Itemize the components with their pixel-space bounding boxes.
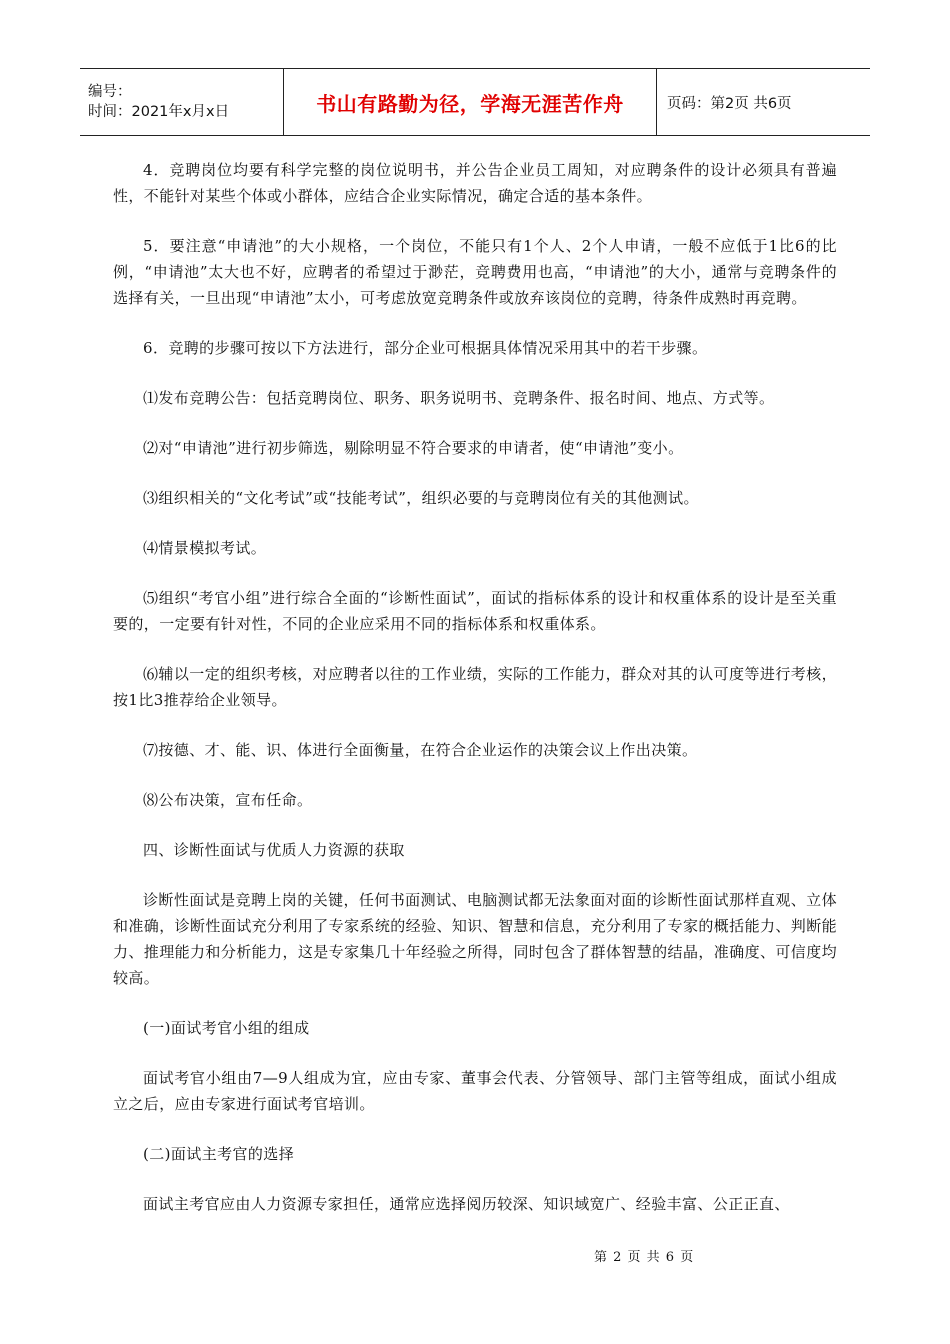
list-item: ⑹辅以一定的组织考核，对应聘者以往的工作业绩，实际的工作能力，群众对其的认可度等进行考核，按1比3推荐给企业领导。 [113, 665, 837, 709]
paragraph: 诊断性面试是竞聘上岗的关键，任何书面测试、电脑测试都无法象面对面的诊断性面试那样直观、立体和准确，诊断性面试充分利用了专家系统的经验、知识、智慧和信息，充分利用了专家的概括能力、判断能力、推理能力和分析能力，这是专家集几十年经验之所得，同时包含了群体智慧的结晶，准确度、可信度均较高。 [113, 891, 837, 987]
header-meta [80, 69, 283, 135]
list-item: ⑸组织“考官小组”进行综合全面的“诊断性面试”，面试的指标体系的设计和权重体系的设计是至关重要的，一定要有针对性，不同的企业应采用不同的指标体系和权重体系。 [113, 589, 837, 633]
document-body [113, 157, 837, 1241]
list-item: ⑶组织相关的“文化考试”或“技能考试”，组织必要的与竞聘岗位有关的其他测试。 [143, 489, 699, 507]
page-header [80, 68, 870, 136]
subsection-heading: (一)面试考官小组的组成 [143, 1019, 310, 1037]
document-date-label: 时间：2021年x月x日 [88, 104, 230, 120]
paragraph: 6．竞聘的步骤可按以下方法进行，部分企业可根据具体情况采用其中的若干步骤。 [143, 339, 708, 357]
list-item: ⑻公布决策，宣布任命。 [143, 791, 313, 809]
document-number-label: 编号： [88, 84, 132, 100]
header-page-info: 页码：第2页 共6页 [667, 95, 792, 112]
list-item: ⑴发布竞聘公告：包括竞聘岗位、职务、职务说明书、竞聘条件、报名时间、地点、方式等。 [143, 389, 775, 407]
header-motto: 书山有路勤为径，学海无涯苦作舟 [283, 69, 657, 135]
paragraph: 面试考官小组由7—9人组成为宜，应由专家、董事会代表、分管领导、部门主管等组成，面试小组成立之后，应由专家进行面试考官培训。 [113, 1069, 837, 1113]
section-heading: 四、诊断性面试与优质人力资源的获取 [143, 841, 405, 859]
list-item: ⑷情景模拟考试。 [143, 539, 267, 557]
page-footer: 第 2 页 共 6 页 [594, 1250, 695, 1265]
list-item: ⑺按德、才、能、识、体进行全面衡量，在符合企业运作的决策会议上作出决策。 [143, 741, 698, 759]
paragraph: 5．要注意“申请池”的大小规格，一个岗位，不能只有1个人、2个人申请，一般不应低于1比6的比例，“申请池”太大也不好，应聘者的希望过于渺茫，竞聘费用也高，“申请池”的大小，通常与竞聘条件的选择有关，一旦出现“申请池”太小，可考虑放宽竞聘条件或放弃该岗位的竞聘，待条件成熟时再竞聘。 [113, 237, 837, 307]
paragraph: 面试主考官应由人力资源专家担任，通常应选择阅历较深、知识域宽广、经验丰富、公正正直、 [143, 1195, 790, 1213]
list-item: ⑵对“申请池”进行初步筛选，剔除明显不符合要求的申请者，使“申请池”变小。 [143, 439, 684, 457]
paragraph: 4．竞聘岗位均要有科学完整的岗位说明书，并公告企业员工周知，对应聘条件的设计必须具有普遍性，不能针对某些个体或小群体，应结合企业实际情况，确定合适的基本条件。 [113, 161, 837, 205]
subsection-heading: (二)面试主考官的选择 [143, 1145, 295, 1163]
